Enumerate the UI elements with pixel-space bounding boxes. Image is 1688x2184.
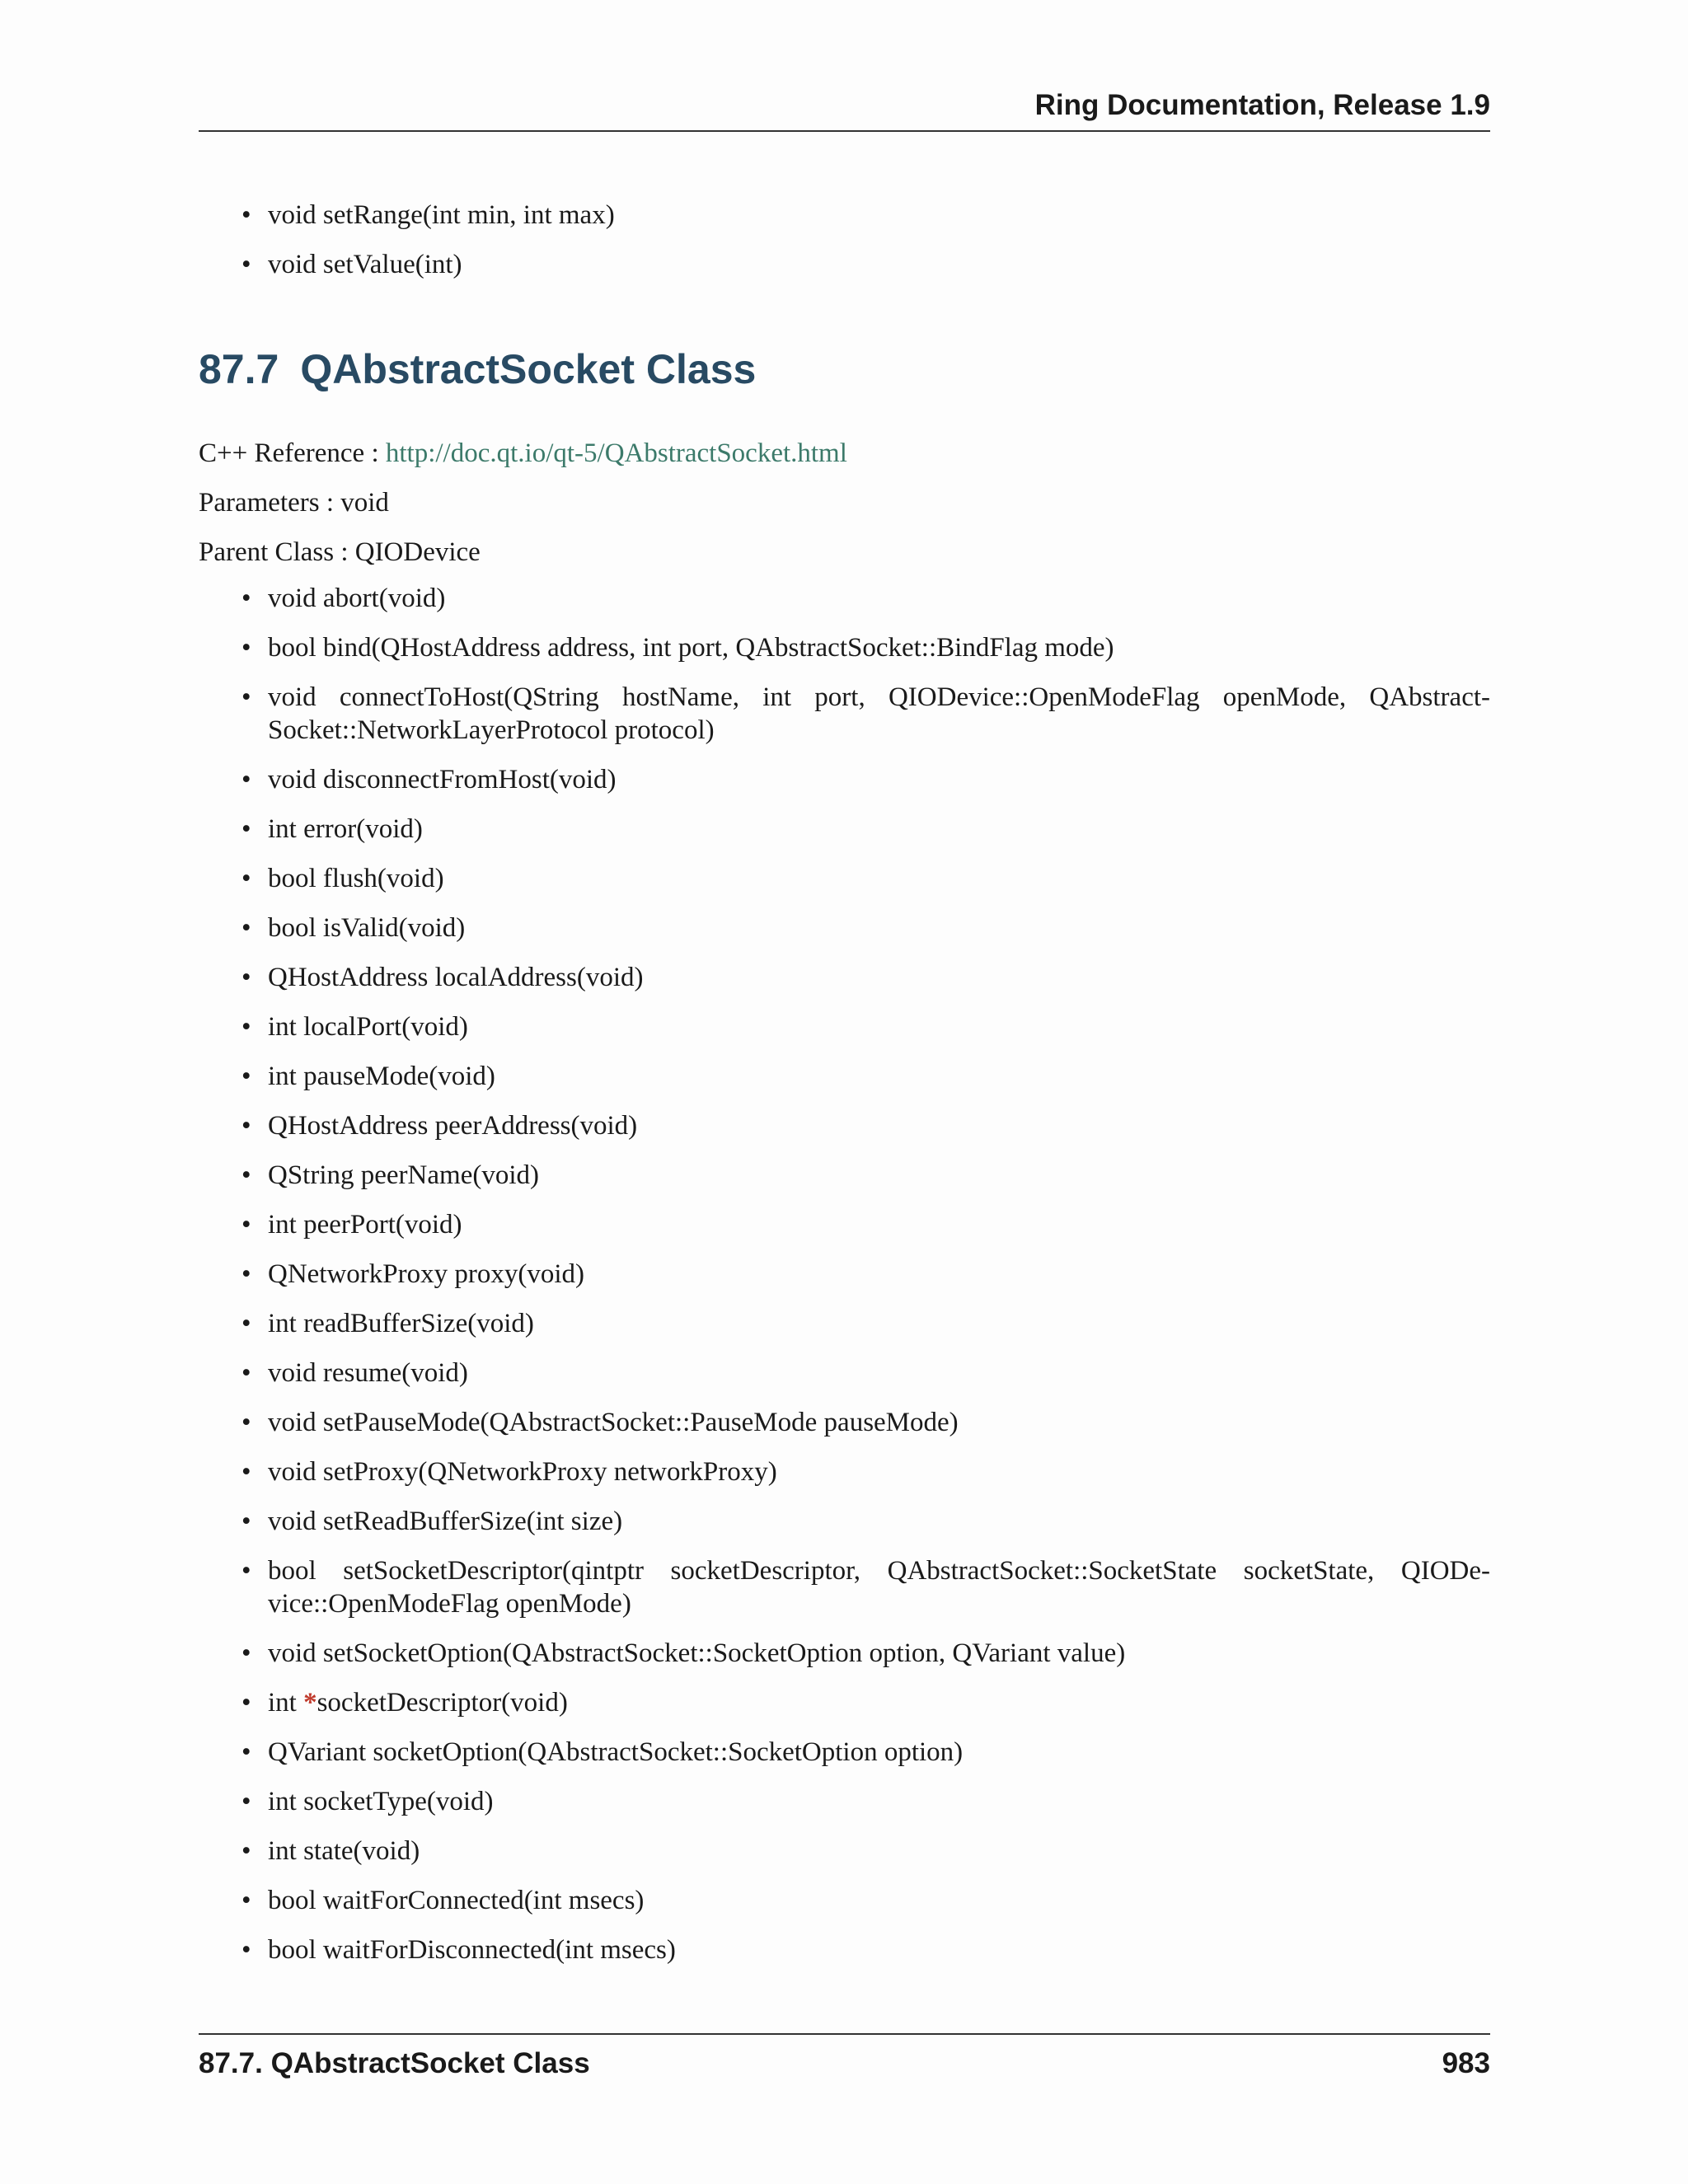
parent-class-line: Parent Class : QIODevice bbox=[199, 537, 481, 567]
cpp-reference-link[interactable]: http://doc.qt.io/qt-5/QAbstractSocket.html bbox=[385, 438, 847, 468]
item-rest: socketDescriptor(void) bbox=[316, 1688, 568, 1718]
list-item: • void setPauseMode(QAbstractSocket::PauseMode pauseMode) bbox=[199, 1406, 1490, 1439]
cpp-reference-label: C++ Reference : bbox=[199, 438, 379, 468]
list-item: • QNetworkProxy proxy(void) bbox=[199, 1258, 1490, 1291]
list-item: • int socketType(void) bbox=[199, 1785, 1490, 1818]
list-item: • int localPort(void) bbox=[199, 1010, 1490, 1043]
list-item: • void setValue(int) bbox=[199, 248, 1490, 281]
list-item: • void disconnectFromHost(void) bbox=[199, 763, 1490, 796]
running-header bbox=[199, 91, 1490, 132]
list-item: • void setReadBufferSize(int size) bbox=[199, 1505, 1490, 1538]
list-item: • int state(void) bbox=[199, 1835, 1490, 1868]
parameters-line: Parameters : void bbox=[199, 488, 389, 518]
section-heading bbox=[199, 344, 756, 394]
footer-section-title: 87.7. QAbstractSocket Class bbox=[199, 2047, 590, 2079]
document-page bbox=[199, 0, 1490, 2184]
list-item: • bool setSocketDescriptor(qintptr socketDescriptor, QAbstractSocket::SocketState socketState, QIODe-vice::OpenModeFlag openMode) bbox=[199, 1554, 1490, 1620]
methods-list bbox=[199, 582, 1490, 1983]
list-item: • int peerPort(void) bbox=[199, 1208, 1490, 1241]
list-item: • bool bind(QHostAddress address, int port, QAbstractSocket::BindFlag mode) bbox=[199, 631, 1490, 664]
header-title: Ring Documentation, Release 1.9 bbox=[1034, 89, 1490, 121]
list-item: • QVariant socketOption(QAbstractSocket::SocketOption option) bbox=[199, 1736, 1490, 1769]
list-item: • void abort(void) bbox=[199, 582, 1490, 615]
list-item-socket-descriptor bbox=[199, 1686, 1490, 1719]
list-item: • int readBufferSize(void) bbox=[199, 1307, 1490, 1340]
list-item: • QString peerName(void) bbox=[199, 1159, 1490, 1192]
list-item: • QHostAddress localAddress(void) bbox=[199, 961, 1490, 994]
asterisk-mark: * bbox=[303, 1688, 317, 1718]
cpp-reference bbox=[199, 437, 847, 470]
previous-methods-list bbox=[199, 199, 1490, 298]
page-number: 983 bbox=[1442, 2047, 1490, 2079]
list-item: • int pauseMode(void) bbox=[199, 1060, 1490, 1093]
section-title: QAbstractSocket Class bbox=[300, 346, 757, 392]
list-item: • void setRange(int min, int max) bbox=[199, 199, 1490, 232]
list-item: • bool waitForConnected(int msecs) bbox=[199, 1884, 1490, 1917]
list-item: • void resume(void) bbox=[199, 1357, 1490, 1390]
list-item: • bool flush(void) bbox=[199, 862, 1490, 895]
list-item: • void setSocketOption(QAbstractSocket::SocketOption option, QVariant value) bbox=[199, 1637, 1490, 1670]
list-item: • bool isValid(void) bbox=[199, 912, 1490, 944]
running-footer bbox=[199, 2033, 1490, 2078]
list-item: • QHostAddress peerAddress(void) bbox=[199, 1109, 1490, 1142]
list-item: • void setProxy(QNetworkProxy networkProxy) bbox=[199, 1455, 1490, 1488]
section-number: 87.7 bbox=[199, 346, 279, 392]
list-item: • bool waitForDisconnected(int msecs) bbox=[199, 1933, 1490, 1966]
list-item: • void connectToHost(QString hostName, int port, QIODevice::OpenModeFlag openMode, QAbstract-Socket::NetworkLayerProtocol protocol) bbox=[199, 681, 1490, 747]
list-item: • int error(void) bbox=[199, 813, 1490, 846]
item-prefix: int bbox=[268, 1688, 304, 1718]
